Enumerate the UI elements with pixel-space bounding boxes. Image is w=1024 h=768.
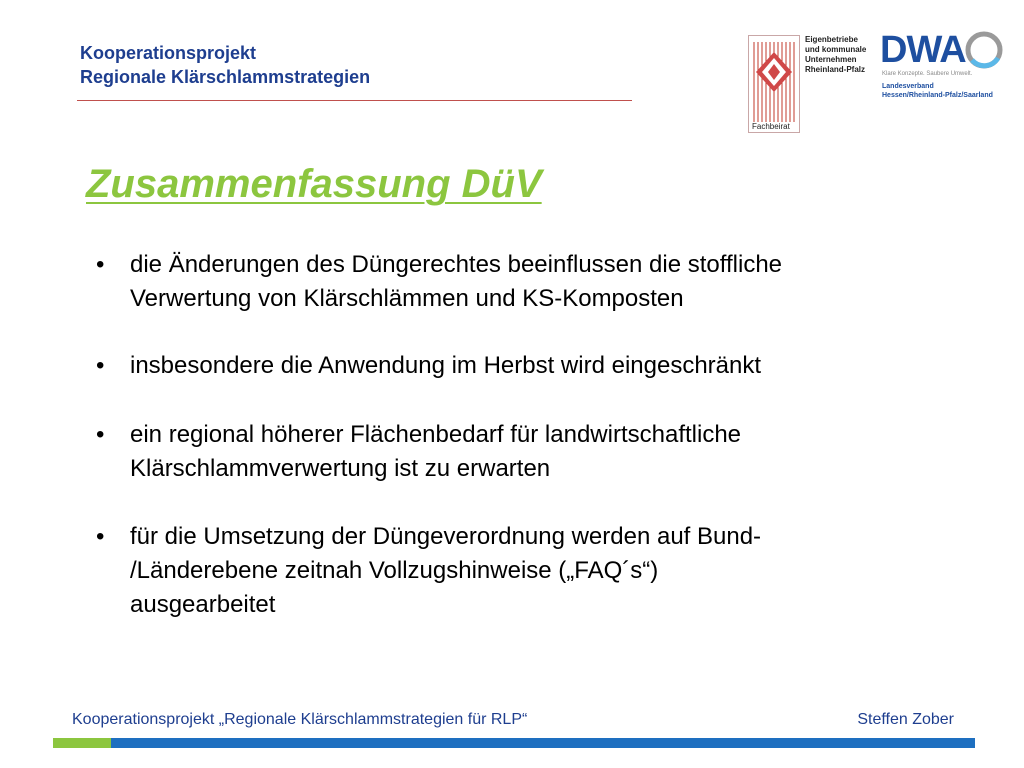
header-title-line1: Kooperationsprojekt [80, 43, 257, 63]
bullet-line: für die Umsetzung der Düngeverordnung werden auf Bund- [130, 523, 762, 550]
bullet-item [96, 349, 926, 383]
bullet-symbol: • [96, 421, 105, 448]
dwa-landesverband-line: Hessen/Rheinland-Pfalz/Saarland [882, 92, 993, 99]
dwa-ring-icon [954, 30, 1010, 74]
eigenbetriebe-emblem [748, 35, 800, 133]
dwa-tagline: Klare Konzepte. Saubere Umwelt. [882, 71, 973, 77]
footer-accent-bar [53, 738, 111, 748]
dwa-landesverband-line: Landesverband [882, 83, 934, 90]
bullet-item [96, 248, 926, 316]
bullet-line: /Länderebene zeitnah Vollzugshinweise („FAQ´s“) [130, 557, 659, 584]
bullet-line: die Änderungen des Düngerechtes beeinflussen die stoffliche [130, 251, 783, 278]
eigenbetriebe-text [805, 35, 885, 75]
dwa-logo [880, 28, 1015, 108]
eigenbetriebe-line: Eigenbetriebe [805, 35, 858, 44]
bullet-symbol: • [96, 352, 105, 379]
footer-bar [111, 738, 975, 748]
bullet-item [96, 520, 926, 622]
footer-author: Steffen Zober [857, 711, 954, 728]
eigenbetriebe-line: und kommunale [805, 45, 867, 54]
bullet-item [96, 418, 926, 486]
bullet-line: ausgearbeitet [130, 591, 276, 618]
dwa-landesverband [882, 82, 993, 100]
dwa-wordmark: DWA [880, 29, 966, 71]
eigenbetriebe-logo [748, 30, 878, 134]
eigenbetriebe-line: Rheinland-Pfalz [805, 65, 866, 74]
header-divider [77, 100, 632, 101]
emblem-pattern-icon [750, 38, 798, 124]
bullet-line: ein regional höherer Flächenbedarf für landwirtschaftliche [130, 421, 742, 448]
bullet-line: Klärschlammverwertung ist zu erwarten [130, 455, 551, 482]
footer-project-label: Kooperationsprojekt „Regionale Klärschlammstrategien für RLP“ [72, 711, 528, 728]
bullet-line: insbesondere die Anwendung im Herbst wird eingeschränkt [130, 352, 762, 379]
bullet-symbol: • [96, 523, 105, 550]
bullet-symbol: • [96, 251, 105, 278]
header-title-line2: Regionale Klärschlammstrategien [80, 67, 371, 87]
fachbeirat-label: Fachbeirat [752, 122, 790, 131]
slide-heading: Zusammenfassung DüV [86, 162, 542, 206]
eigenbetriebe-line: Unternehmen [805, 55, 857, 64]
header-title [80, 41, 370, 89]
bullet-line: Verwertung von Klärschlämmen und KS-Komposten [130, 285, 684, 312]
